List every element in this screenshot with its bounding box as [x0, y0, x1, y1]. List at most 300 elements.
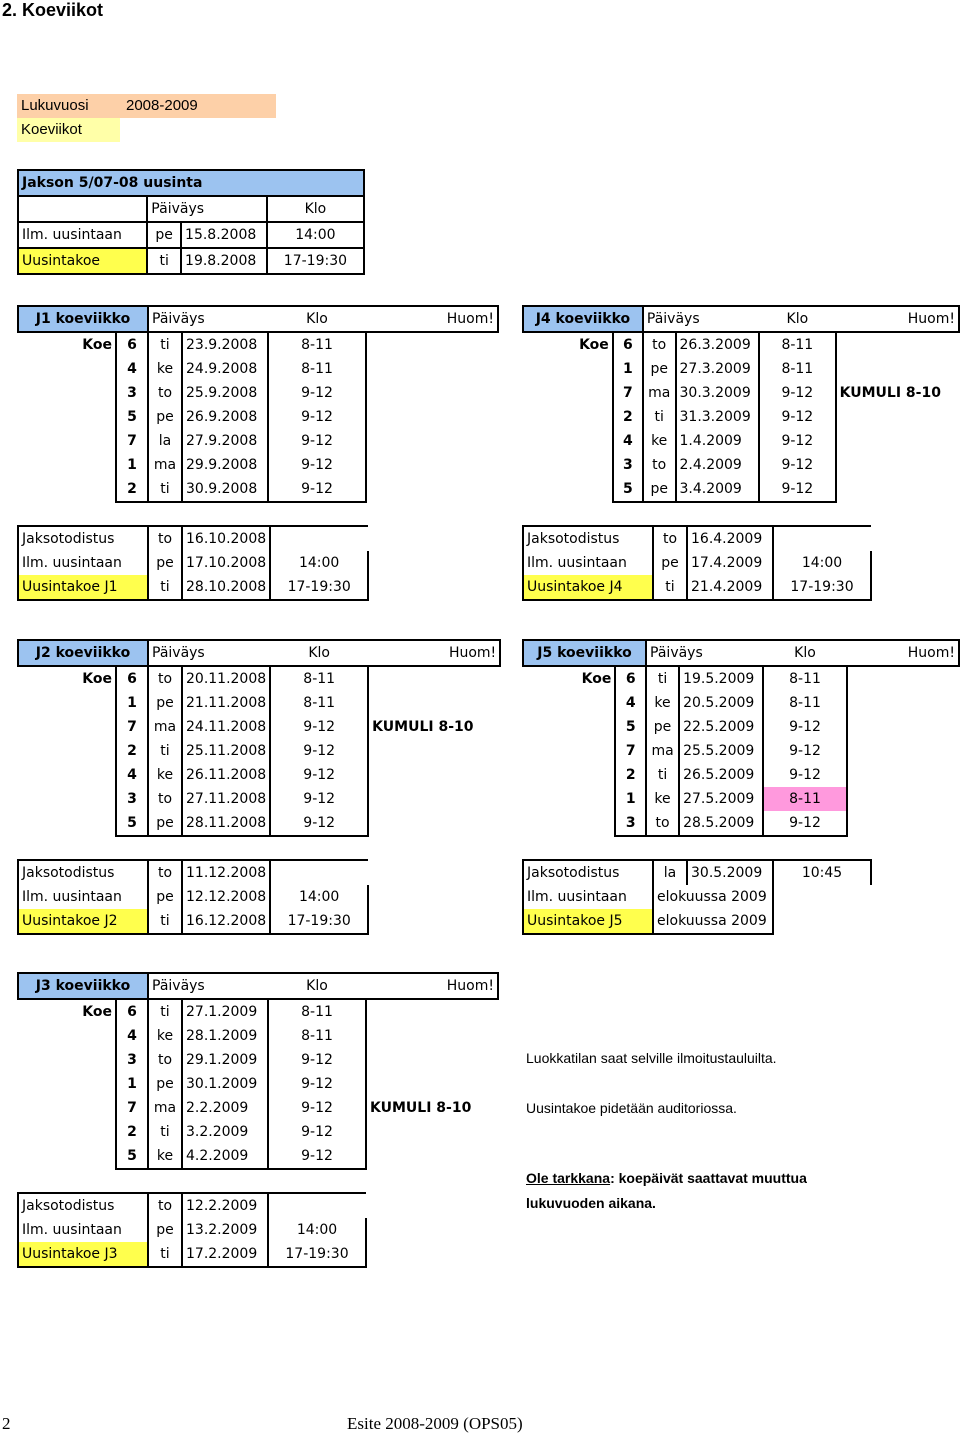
exam-row — [18, 477, 498, 502]
week-col-time: Klo — [270, 640, 368, 666]
exam-note — [368, 763, 500, 787]
exam-koe-label — [18, 691, 116, 715]
exam-period-number: 5 — [613, 477, 643, 502]
exam-date: 19.5.2009 — [679, 666, 763, 691]
retake-time: 14:00 — [268, 1218, 366, 1242]
exam-day: to — [643, 453, 676, 477]
week-col-note: Huom! — [836, 306, 959, 332]
exam-note — [368, 691, 500, 715]
retake-day: ti — [653, 575, 687, 600]
jakso-row-label: Ilm. uusintaan — [18, 222, 147, 248]
exam-date: 30.1.2009 — [182, 1072, 268, 1096]
jakso-uusinta-table — [17, 169, 365, 275]
exam-period-number: 7 — [613, 381, 643, 405]
exam-date: 23.9.2008 — [182, 332, 268, 357]
exam-period-number: 5 — [116, 405, 148, 429]
retake-time: 17-19:30 — [270, 909, 368, 934]
exam-note — [368, 739, 500, 763]
retake-date: 28.10.2008 — [182, 575, 270, 600]
week-title: J1 koeviikko — [18, 306, 148, 332]
retake-row — [523, 860, 871, 885]
exam-day: ti — [643, 405, 676, 429]
exam-row — [523, 453, 959, 477]
exam-period-number: 1 — [613, 357, 643, 381]
exam-row — [18, 811, 500, 836]
week-col-time: Klo — [268, 306, 366, 332]
exam-row — [18, 1120, 498, 1144]
exam-day: ma — [148, 715, 182, 739]
week-title: J4 koeviikko — [523, 306, 643, 332]
exam-date: 25.9.2008 — [182, 381, 268, 405]
retake-row — [523, 575, 871, 600]
exam-row — [523, 715, 959, 739]
retake-empty — [773, 885, 871, 909]
exam-row — [523, 357, 959, 381]
exam-time: 9-12 — [270, 763, 368, 787]
exam-date: 24.11.2008 — [182, 715, 270, 739]
note-warning-line2: lukuvuoden aikana. — [526, 1195, 656, 1211]
exam-time: 9-12 — [268, 1120, 366, 1144]
exam-day: ti — [148, 477, 182, 502]
exam-time: 9-12 — [759, 429, 836, 453]
exam-time: 9-12 — [763, 715, 846, 739]
exam-time: 9-12 — [270, 787, 368, 811]
exam-day: ti — [646, 763, 679, 787]
koeviikot-label: Koeviikot — [21, 121, 82, 138]
exam-day: pe — [148, 405, 182, 429]
exam-date: 28.5.2009 — [679, 811, 763, 836]
exam-day: ke — [646, 787, 679, 811]
exam-row — [18, 1048, 498, 1072]
exam-note: KUMULI 8-10 — [370, 1100, 472, 1116]
week-table — [17, 972, 499, 1170]
exam-date: 21.11.2008 — [182, 691, 270, 715]
exam-day: pe — [148, 1072, 182, 1096]
retake-label: Jaksotodistus — [18, 1193, 148, 1218]
exam-koe-label — [523, 691, 615, 715]
jakso-row-label: Uusintakoe — [18, 248, 147, 274]
exam-time: 9-12 — [268, 1048, 366, 1072]
retake-row — [18, 909, 368, 934]
retake-date: 30.5.2009 — [687, 860, 773, 885]
exam-date: 27.3.2009 — [676, 357, 760, 381]
exam-row — [18, 739, 500, 763]
retake-time: 10:45 — [773, 860, 871, 885]
exam-note — [368, 666, 500, 691]
retake-time: 17-19:30 — [773, 575, 871, 600]
exam-koe-label — [523, 715, 615, 739]
exam-period-number: 1 — [116, 691, 148, 715]
exam-date: 27.5.2009 — [679, 787, 763, 811]
retake-day: to — [653, 526, 687, 551]
retake-label: Ilm. uusintaan — [523, 885, 653, 909]
exam-note — [366, 405, 498, 429]
exam-time: 9-12 — [268, 1096, 366, 1120]
retake-table — [17, 859, 369, 935]
exam-note — [366, 332, 498, 357]
jakso-row-day: ti — [147, 248, 181, 274]
exam-day: to — [148, 666, 182, 691]
exam-koe-label — [18, 787, 116, 811]
exam-time: 9-12 — [268, 1072, 366, 1096]
exam-note — [836, 477, 959, 502]
exam-note — [366, 453, 498, 477]
retake-date: 16.4.2009 — [687, 526, 773, 551]
exam-koe-label: Koe — [82, 337, 112, 353]
retake-table — [522, 525, 872, 601]
exam-note — [836, 405, 959, 429]
lukuvuosi-row — [17, 94, 276, 118]
retake-day: ti — [148, 575, 182, 600]
exam-row — [18, 1024, 498, 1048]
retake-label: Jaksotodistus — [523, 860, 653, 885]
note-warning-rest: : koepäivät saattavat muuttua — [610, 1170, 807, 1186]
exam-time: 8-11 — [763, 691, 846, 715]
exam-koe-label: Koe — [82, 1004, 112, 1020]
retake-day: ti — [148, 1242, 182, 1267]
exam-date: 28.1.2009 — [182, 1024, 268, 1048]
exam-row — [18, 691, 500, 715]
exam-koe-label — [523, 739, 615, 763]
exam-time: 9-12 — [759, 477, 836, 502]
jakso-row-date: 19.8.2008 — [181, 248, 267, 274]
retake-row — [523, 526, 871, 551]
exam-period-number: 4 — [613, 429, 643, 453]
exam-time: 9-12 — [270, 739, 368, 763]
exam-time: 8-11 — [268, 999, 366, 1024]
retake-day: to — [148, 860, 182, 885]
exam-day: ke — [148, 357, 182, 381]
exam-time: 9-12 — [759, 453, 836, 477]
exam-note: KUMULI 8-10 — [839, 385, 941, 401]
exam-note — [847, 811, 959, 836]
retake-time: 14:00 — [773, 551, 871, 575]
exam-koe-label — [18, 763, 116, 787]
exam-day: ma — [148, 1096, 182, 1120]
exam-day: to — [148, 1048, 182, 1072]
exam-note — [366, 381, 498, 405]
retake-row — [18, 885, 368, 909]
exam-note — [366, 429, 498, 453]
exam-note — [366, 477, 498, 502]
retake-label: Uusintakoe J2 — [18, 909, 148, 934]
exam-koe-label — [18, 429, 116, 453]
exam-day: ti — [148, 332, 182, 357]
footer-title: Esite 2008-2009 (OPS05) — [347, 1414, 523, 1433]
retake-date: 11.12.2008 — [182, 860, 270, 885]
exam-koe-label — [18, 405, 116, 429]
exam-koe-label — [18, 381, 116, 405]
exam-day: ti — [148, 999, 182, 1024]
retake-date: 12.2.2009 — [182, 1193, 268, 1218]
exam-note — [847, 715, 959, 739]
retake-span: elokuussa 2009 — [653, 885, 773, 909]
week-col-note: Huom! — [366, 973, 498, 999]
page-heading: 2. Koeviikot — [2, 0, 104, 20]
exam-date: 22.5.2009 — [679, 715, 763, 739]
exam-note — [847, 666, 959, 691]
exam-note: KUMULI 8-10 — [372, 719, 474, 735]
exam-period-number: 2 — [116, 1120, 148, 1144]
exam-day: to — [643, 332, 676, 357]
exam-day: ke — [148, 1024, 182, 1048]
exam-date: 27.9.2008 — [182, 429, 268, 453]
exam-day: ke — [643, 429, 676, 453]
exam-row — [18, 787, 500, 811]
exam-day: ma — [646, 739, 679, 763]
exam-period-number: 4 — [116, 357, 148, 381]
jakso-row-day: pe — [147, 222, 181, 248]
exam-koe-label — [18, 811, 116, 836]
exam-koe-label — [18, 477, 116, 502]
exam-koe-label — [523, 453, 613, 477]
retake-date: 17.2.2009 — [182, 1242, 268, 1267]
retake-row — [18, 575, 368, 600]
exam-note — [366, 999, 498, 1024]
retake-date: 13.2.2009 — [182, 1218, 268, 1242]
exam-note — [368, 787, 500, 811]
retake-time: 17-19:30 — [270, 575, 368, 600]
exam-period-number: 6 — [116, 332, 148, 357]
footer-page-number: 2 — [2, 1414, 11, 1433]
exam-note — [847, 739, 959, 763]
exam-koe-label — [523, 405, 613, 429]
exam-period-number: 4 — [116, 1024, 148, 1048]
retake-row — [523, 551, 871, 575]
retake-time: 14:00 — [270, 551, 368, 575]
retake-day: pe — [148, 885, 182, 909]
exam-day: ma — [643, 381, 676, 405]
exam-time: 9-12 — [268, 405, 366, 429]
retake-row — [18, 551, 368, 575]
exam-row — [523, 381, 959, 405]
exam-period-number: 5 — [615, 715, 646, 739]
exam-time: 9-12 — [270, 811, 368, 836]
exam-koe-label — [18, 1048, 116, 1072]
week-col-note: Huom! — [366, 306, 498, 332]
retake-label: Uusintakoe J3 — [18, 1242, 148, 1267]
retake-row — [523, 885, 871, 909]
exam-row — [523, 332, 959, 357]
exam-row — [523, 691, 959, 715]
exam-koe-label — [18, 1120, 116, 1144]
lukuvuosi-value: 2008-2009 — [126, 97, 198, 114]
retake-label: Jaksotodistus — [18, 526, 148, 551]
exam-row — [18, 763, 500, 787]
week-title: J2 koeviikko — [18, 640, 148, 666]
exam-row — [18, 332, 498, 357]
exam-day: to — [646, 811, 679, 836]
retake-day: ti — [148, 909, 182, 934]
exam-date: 3.2.2009 — [182, 1120, 268, 1144]
exam-date: 26.5.2009 — [679, 763, 763, 787]
exam-koe-label — [523, 787, 615, 811]
exam-day: pe — [148, 811, 182, 836]
exam-period-number: 1 — [116, 1072, 148, 1096]
retake-day: pe — [148, 551, 182, 575]
retake-date: 17.4.2009 — [687, 551, 773, 575]
exam-period-number: 2 — [116, 739, 148, 763]
retake-table — [17, 1192, 367, 1268]
week-col-note: Huom! — [847, 640, 959, 666]
retake-row — [18, 526, 368, 551]
retake-time — [270, 526, 368, 551]
exam-period-number: 4 — [615, 691, 646, 715]
exam-koe-label — [523, 763, 615, 787]
exam-time: 8-11 — [268, 332, 366, 357]
retake-day: to — [148, 526, 182, 551]
retake-day: to — [148, 1193, 182, 1218]
retake-time — [773, 526, 871, 551]
exam-koe-label — [523, 811, 615, 836]
exam-period-number: 6 — [116, 999, 148, 1024]
week-table — [522, 639, 960, 837]
jakso-col-date: Päiväys — [147, 196, 267, 222]
exam-note — [836, 332, 959, 357]
exam-period-number: 3 — [615, 811, 646, 836]
retake-date: 12.12.2008 — [182, 885, 270, 909]
exam-day: ti — [646, 666, 679, 691]
exam-date: 26.9.2008 — [182, 405, 268, 429]
jakso-row-time: 14:00 — [267, 222, 364, 248]
week-table — [522, 305, 960, 503]
exam-period-number: 7 — [116, 429, 148, 453]
exam-koe-label — [18, 1024, 116, 1048]
exam-date: 26.11.2008 — [182, 763, 270, 787]
exam-day: ke — [148, 1144, 182, 1169]
exam-row — [18, 405, 498, 429]
exam-note — [366, 1048, 498, 1072]
week-col-time: Klo — [763, 640, 846, 666]
exam-row — [18, 453, 498, 477]
retake-time — [268, 1193, 366, 1218]
exam-day: ma — [148, 453, 182, 477]
exam-koe-label — [18, 1144, 116, 1169]
week-col-note: Huom! — [368, 640, 500, 666]
retake-time — [270, 860, 368, 885]
exam-period-number: 5 — [116, 811, 148, 836]
exam-note — [836, 357, 959, 381]
jakso-row-date: 15.8.2008 — [181, 222, 267, 248]
exam-period-number: 6 — [615, 666, 646, 691]
retake-label: Jaksotodistus — [18, 860, 148, 885]
exam-time: 9-12 — [763, 811, 846, 836]
exam-date: 29.9.2008 — [182, 453, 268, 477]
exam-note — [847, 787, 959, 811]
exam-koe-label — [18, 357, 116, 381]
exam-period-number: 3 — [116, 787, 148, 811]
exam-period-number: 2 — [615, 763, 646, 787]
exam-date: 20.5.2009 — [679, 691, 763, 715]
exam-koe-label — [523, 357, 613, 381]
exam-koe-label — [18, 739, 116, 763]
retake-label: Ilm. uusintaan — [18, 885, 148, 909]
jakso-row-time: 17-19:30 — [267, 248, 364, 274]
exam-time: 9-12 — [270, 715, 368, 739]
exam-time: 8-11 — [268, 1024, 366, 1048]
exam-date: 4.2.2009 — [182, 1144, 268, 1169]
exam-time: 9-12 — [763, 739, 846, 763]
week-title: J5 koeviikko — [523, 640, 646, 666]
retake-label: Ilm. uusintaan — [523, 551, 653, 575]
exam-day: pe — [646, 715, 679, 739]
retake-day: pe — [653, 551, 687, 575]
exam-date: 31.3.2009 — [676, 405, 760, 429]
note-warning-emphasis: Ole tarkkana — [526, 1170, 611, 1186]
exam-note — [366, 1120, 498, 1144]
exam-time: 9-12 — [759, 405, 836, 429]
exam-period-number: 6 — [613, 332, 643, 357]
exam-period-number: 1 — [116, 453, 148, 477]
exam-time: 9-12 — [268, 1144, 366, 1169]
exam-day: to — [148, 787, 182, 811]
exam-date: 2.2.2009 — [182, 1096, 268, 1120]
exam-note — [836, 453, 959, 477]
exam-period-number: 7 — [615, 739, 646, 763]
exam-date: 1.4.2009 — [676, 429, 760, 453]
exam-row — [18, 429, 498, 453]
exam-row — [18, 999, 498, 1024]
exam-date: 30.3.2009 — [676, 381, 760, 405]
exam-note — [366, 1144, 498, 1169]
exam-period-number: 6 — [116, 666, 148, 691]
retake-day: pe — [148, 1218, 182, 1242]
retake-row — [18, 860, 368, 885]
exam-row — [523, 477, 959, 502]
jakso-col-time: Klo — [267, 196, 364, 222]
retake-time: 17-19:30 — [268, 1242, 366, 1267]
exam-note — [368, 811, 500, 836]
exam-period-number: 4 — [116, 763, 148, 787]
exam-date: 25.11.2008 — [182, 739, 270, 763]
exam-day: la — [148, 429, 182, 453]
exam-note — [366, 357, 498, 381]
exam-date: 20.11.2008 — [182, 666, 270, 691]
exam-koe-label — [18, 1096, 116, 1120]
exam-koe-label — [523, 381, 613, 405]
exam-koe-label — [523, 429, 613, 453]
koeviikot-row — [17, 118, 120, 142]
week-col-date: Päiväys — [148, 306, 268, 332]
week-col-date: Päiväys — [646, 640, 763, 666]
retake-empty — [773, 909, 871, 934]
exam-row — [523, 787, 959, 811]
week-table — [17, 305, 499, 503]
exam-time: 8-11 — [763, 787, 846, 811]
exam-time: 8-11 — [270, 666, 368, 691]
exam-period-number: 2 — [613, 405, 643, 429]
week-col-date: Päiväys — [148, 640, 270, 666]
exam-period-number: 5 — [116, 1144, 148, 1169]
exam-row — [523, 429, 959, 453]
exam-time: 8-11 — [268, 357, 366, 381]
exam-row — [523, 739, 959, 763]
exam-time: 9-12 — [268, 453, 366, 477]
exam-note — [366, 1024, 498, 1048]
retake-label: Jaksotodistus — [523, 526, 653, 551]
exam-time: 8-11 — [759, 357, 836, 381]
exam-koe-label: Koe — [82, 671, 112, 687]
exam-row — [18, 715, 500, 739]
exam-koe-label — [18, 453, 116, 477]
week-col-time: Klo — [759, 306, 836, 332]
exam-koe-label — [18, 715, 116, 739]
week-col-time: Klo — [268, 973, 366, 999]
retake-row — [18, 1218, 366, 1242]
exam-row — [18, 1144, 498, 1169]
exam-day: ke — [148, 763, 182, 787]
exam-date: 2.4.2009 — [676, 453, 760, 477]
